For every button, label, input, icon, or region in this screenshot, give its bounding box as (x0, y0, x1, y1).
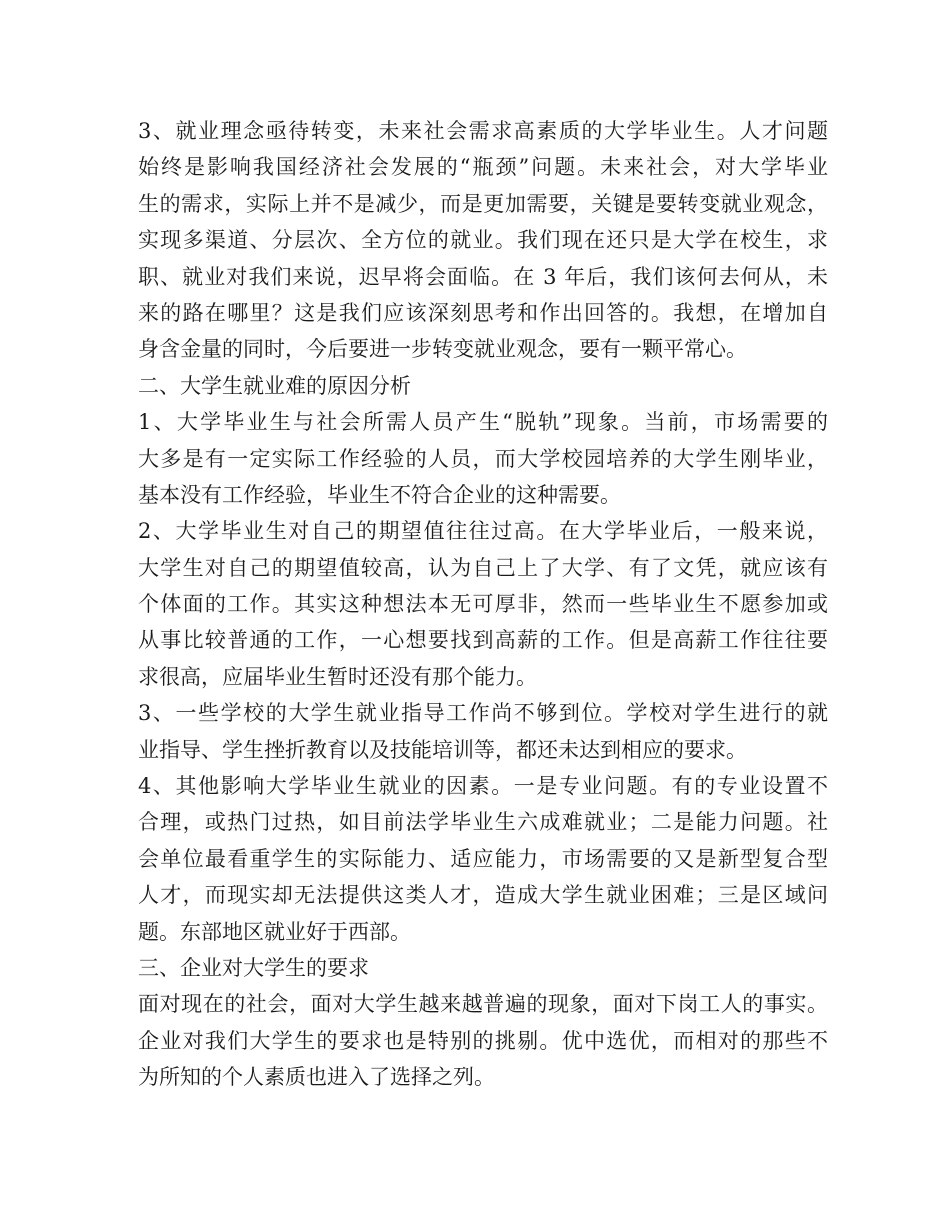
text-line: 面对现在的社会，面对大学生越来越普遍的现象，面对下岗工人的事实。 (138, 992, 828, 1017)
document-body (138, 113, 828, 1096)
text-line: 3、就业理念亟待转变，未来社会需求高素质的大学毕业生。人才问题 (138, 119, 828, 143)
text-line: 3、一些学校的大学生就业指导工作尚不够到位。学校对学生进行的就 (138, 701, 828, 726)
text-line: 合理，或热门过热，如目前法学毕业生六成难就业；二是能力问题。社 (138, 810, 828, 835)
text-line: 大学生对自己的期望值较高，认为自己上了大学、有了文凭，就应该有 (138, 555, 828, 580)
text-line: 题。东部地区就业好于西部。 (138, 919, 411, 944)
text-line: 大多是有一定实际工作经验的人员，而大学校园培养的大学生刚毕业， (138, 446, 828, 471)
section-heading: 二、大学生就业难的原因分析 (138, 373, 411, 398)
text-line: 实现多渠道、分层次、全方位的就业。我们现在还只是大学在校生，求 (138, 228, 828, 253)
text-line: 个体面的工作。其实这种想法本无可厚非，然而一些毕业生不愿参加或 (138, 592, 828, 617)
text-line: 始终是影响我国经济社会发展的“瓶颈”问题。未来社会，对大学毕业 (138, 155, 828, 180)
text-line: 从事比较普通的工作，一心想要找到高薪的工作。但是高薪工作往往要 (138, 628, 828, 653)
text-line: 求很高，应届毕业生暂时还没有那个能力。 (138, 664, 537, 689)
text-line: 身含金量的同时，今后要进一步转变就业观念，要有一颗平常心。 (138, 337, 747, 362)
text-line: 为所知的个人素质也进入了选择之列。 (138, 1065, 495, 1090)
text-line: 企业对我们大学生的要求也是特别的挑剔。优中选优，而相对的那些不 (138, 1028, 828, 1053)
text-line: 基本没有工作经验，毕业生不符合企业的这种需要。 (138, 482, 621, 507)
text-line: 2、大学毕业生对自己的期望值往往过高。在大学毕业后，一般来说， (138, 519, 828, 544)
text-line: 业指导、学生挫折教育以及技能培训等，都还未达到相应的要求。 (138, 737, 747, 762)
text-line: 4、其他影响大学毕业生就业的因素。一是专业问题。有的专业设置不 (138, 774, 828, 799)
text-line: 来的路在哪里？这是我们应该深刻思考和作出回答的。我想，在增加自 (138, 300, 828, 325)
section-heading: 三、企业对大学生的要求 (138, 955, 369, 980)
text-line: 生的需求，实际上并不是减少，而是更加需要，关键是要转变就业观念， (138, 191, 828, 216)
text-line: 人才，而现实却无法提供这类人才，造成大学生就业困难；三是区域问 (138, 883, 828, 908)
text-line: 会单位最看重学生的实际能力、适应能力，市场需要的又是新型复合型 (138, 846, 828, 871)
text-line: 1、大学毕业生与社会所需人员产生“脱轨”现象。当前，市场需要的 (138, 410, 828, 435)
text-line: 职、就业对我们来说，迟早将会面临。在 3 年后，我们该何去何从，未 (138, 264, 828, 289)
